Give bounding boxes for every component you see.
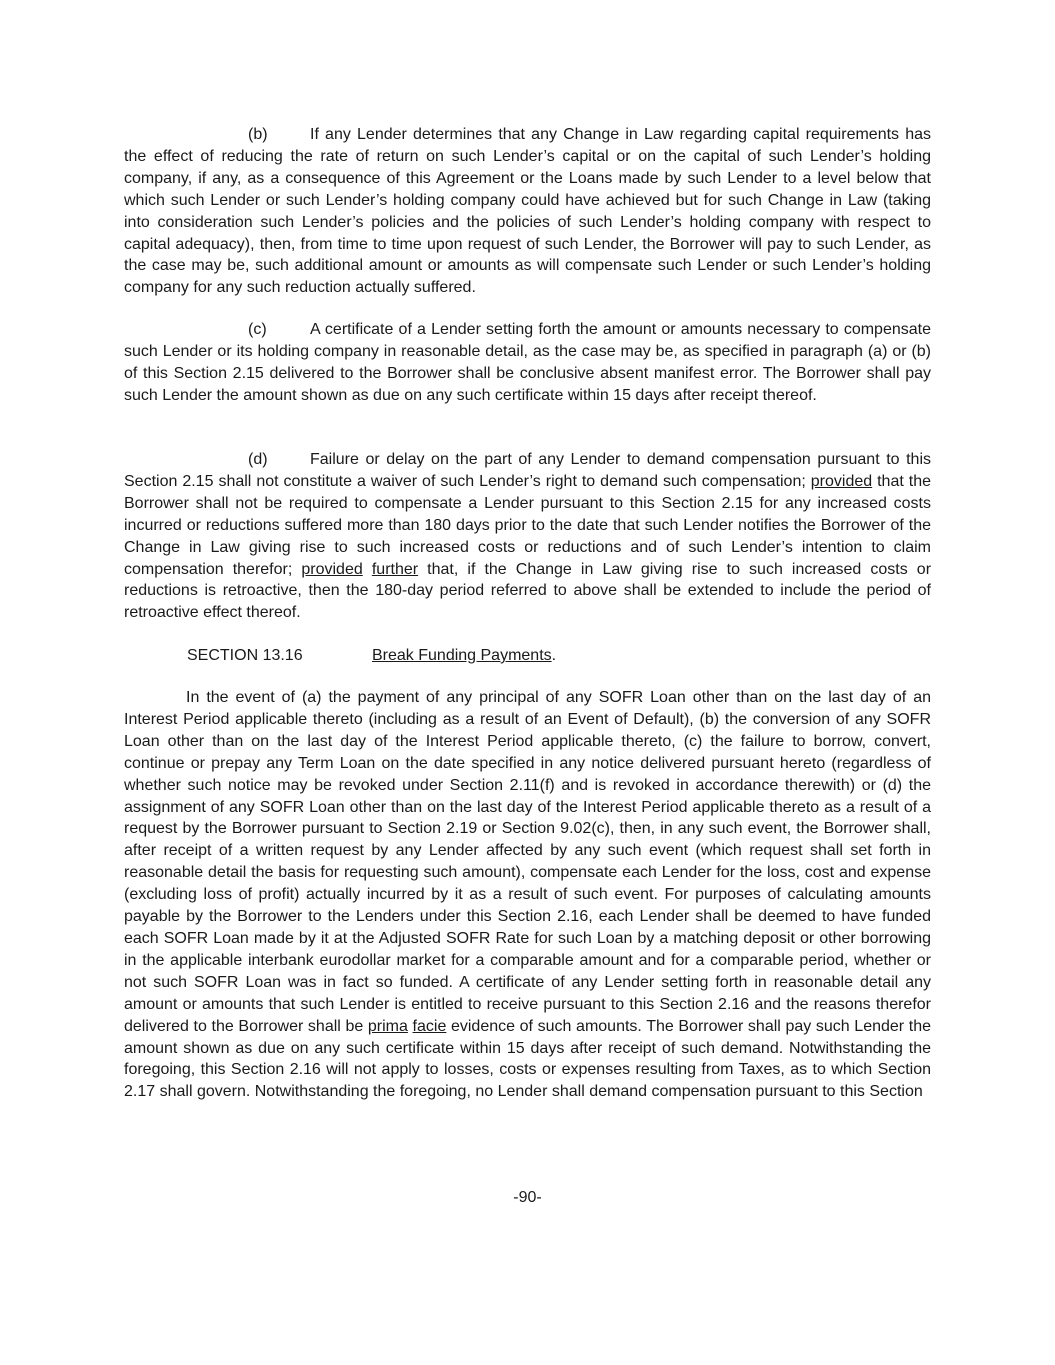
provided-term-2: provided bbox=[301, 560, 363, 578]
section-number: SECTION 13.16 bbox=[187, 647, 303, 664]
paragraph-d-text-2: that the Borrower shall not be required to compensate a Lender pursuant to this Section 2.15 for any increased costs incurred or reductions suffered more than 180 days prior to the date that such Lender notifies the Borrower of the Change in Law giving rise to such increased costs or reductions and of such Lender’s intention to claim compensation therefor; bbox=[124, 472, 932, 578]
section-title: Break Funding Payments bbox=[372, 647, 552, 664]
section-heading bbox=[187, 645, 556, 667]
paragraph-d-text-3: that, if the Change in Law giving rise to such increased costs or reductions is retroactive, then the 180-day period referred to above shall be extended to include the period of retroactive effect thereof. bbox=[124, 560, 932, 622]
facie-term: facie bbox=[412, 1017, 447, 1035]
paragraph-b-label: (b) bbox=[248, 126, 268, 143]
prima-term: prima bbox=[367, 1017, 408, 1035]
paragraph-b bbox=[124, 124, 931, 299]
paragraph-c bbox=[124, 319, 931, 407]
paragraph-b-text: If any Lender determines that any Change in Law regarding capital requirements has the effect of reducing the rate of return on such Lender’s capital or on the capital of such Lender’s holding company, if any, as a consequence of this Agreement or the Loans made by such Lender to a level below that which such Lender or such Lender’s holding company could have achieved but for such Change in Law (taking into consideration such Lender’s policies and the policies of such Lender’s holding company with respect to capital adequacy), then, from time to time upon request of such Lender, the Borrower will pay to such Lender, as the case may be, such additional amount or amounts as will compensate such Lender or such Lender’s holding company for any such reduction actually suffered. bbox=[124, 126, 931, 297]
page-number: -90- bbox=[513, 1189, 542, 1206]
paragraph-c-label: (c) bbox=[248, 321, 267, 338]
paragraph-d-label: (d) bbox=[248, 451, 268, 468]
section-title-period: . bbox=[551, 647, 557, 664]
paragraph-break-text-2: evidence of such amounts. The Borrower shall pay such Lender the amount shown as due on any such certificate within 15 days after receipt of such demand. Notwithstanding the foregoing, this Section 2.16 will not apply to losses, costs or expenses resulting from Taxes, as to which Section 2.17 shall govern. Notwithstanding the foregoing, no Lender shall demand compensation pursuant to this Section bbox=[124, 1017, 931, 1101]
paragraph-break-text-1: In the event of (a) the payment of any principal of any SOFR Loan other than on the last day of an Interest Period applicable thereto (including as a result of an Event of Default), (b) the conversion of any SOFR Loan other than on the last day of the Interest Period applicable thereto, (c) the failure to borrow, convert, continue or prepay any Term Loan on the date specified in any notice delivered pursuant hereto (regardless of whether such notice may be revoked under Section 2.11(f) and is revoked in accordance therewith) or (d) the assignment of any SOFR Loan other than on the last day of the Interest Period applicable thereto as a result of a request by the Borrower pursuant to Section 2.19 or Section 9.02(c), then, in any such event, the Borrower shall, after receipt of a written request by any Lender affected by any such event (which request shall set forth in reasonable detail the basis for requesting such amount), compensate each Lender for the loss, cost and expense (excluding loss of profit) actually incurred by it as a result of such event. For purposes of calculating amounts payable by the Borrower to the Lenders under this Section 2.16, each Lender shall be deemed to have funded each SOFR Loan made by it at the Adjusted SOFR Rate for such Loan by a matching deposit or other borrowing in the applicable interbank eurodollar market for a comparable amount and for a comparable period, whether or not such SOFR Loan was in fact so funded. A certificate of any Lender setting forth in reasonable detail any amount or amounts that such Lender is entitled to receive pursuant to this Section 2.16 and the reasons therefor delivered to the Borrower shall be bbox=[124, 689, 931, 1035]
paragraph-c-text: A certificate of a Lender setting forth the amount or amounts necessary to compensate such Lender or its holding company in reasonable detail, as the case may be, as specified in paragraph (a) or (b) of this Section 2.15 delivered to the Borrower shall be conclusive absent manifest error. The Borrower shall pay such Lender the amount shown as due on any such certificate within 15 days after receipt thereof. bbox=[124, 321, 931, 404]
provided-term-1: provided bbox=[810, 472, 873, 490]
paragraph-d-text-1: Failure or delay on the part of any Lender to demand compensation pursuant to this Section 2.15 shall not constitute a waiver of such Lender’s right to demand such compensation; bbox=[124, 451, 931, 490]
further-term: further bbox=[371, 560, 419, 578]
paragraph-d bbox=[124, 449, 931, 624]
paragraph-break-funding bbox=[124, 687, 931, 1103]
